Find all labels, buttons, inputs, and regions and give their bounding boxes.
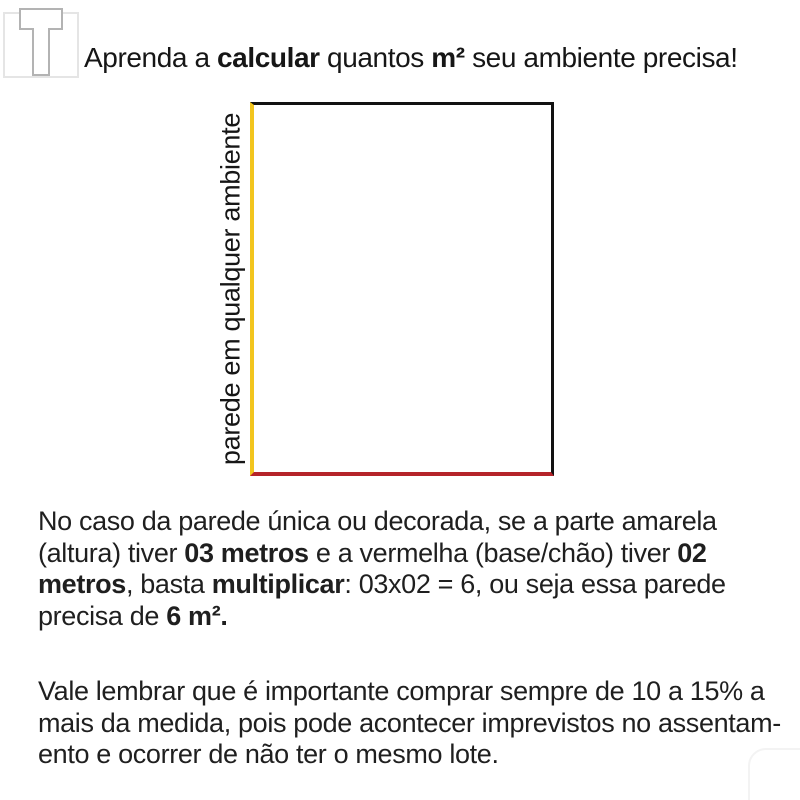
text-line xyxy=(38,506,726,538)
wall-label: parede em qualquer ambiente xyxy=(215,112,246,466)
text-line xyxy=(38,708,781,740)
text-segment: (altura) tiver xyxy=(38,537,185,568)
text-segment: 02 xyxy=(677,537,707,568)
text-segment: multiplicar xyxy=(211,569,345,599)
text-segment: : 03x02 = 6, ou seja essa parede xyxy=(344,569,726,599)
letter-t-outline-logo-icon xyxy=(0,0,88,88)
text-segment: Vale lembrar que é importante comprar sempre de 10 a 15% a xyxy=(38,676,765,706)
text-line xyxy=(38,676,781,708)
text-line xyxy=(38,601,726,633)
text-segment: No caso da parede única ou decorada, se a parte amarela xyxy=(38,506,717,536)
text-segment: quantos xyxy=(319,42,432,73)
tip-paragraph xyxy=(38,676,781,771)
brand-logo xyxy=(0,0,88,88)
calculation-paragraph xyxy=(38,506,726,632)
text-segment: e a vermelha (base/chão) tiver xyxy=(308,537,678,568)
text-line xyxy=(38,569,726,601)
wall-diagram-rectangle xyxy=(250,102,554,476)
text-segment: ento e ocorrer de não ter o mesmo lote. xyxy=(38,739,499,769)
text-segment: seu ambiente precisa! xyxy=(464,42,738,73)
text-segment: , basta xyxy=(125,569,212,599)
text-segment: metros xyxy=(38,569,126,599)
text-segment: calcular xyxy=(217,42,320,73)
page-title xyxy=(84,42,738,74)
corner-ornament xyxy=(748,748,800,800)
text-segment: 6 m². xyxy=(166,600,228,631)
text-segment: 03 metros xyxy=(184,537,309,568)
text-segment: precisa de xyxy=(38,600,167,631)
text-segment: mais da medida, pois pode acontecer imprevistos no assentam- xyxy=(38,707,781,738)
text-segment: Aprenda a xyxy=(84,42,217,73)
text-line xyxy=(38,538,726,570)
logo-letter-t-shape xyxy=(20,9,62,75)
text-line xyxy=(38,739,781,771)
text-segment: m² xyxy=(431,42,465,73)
